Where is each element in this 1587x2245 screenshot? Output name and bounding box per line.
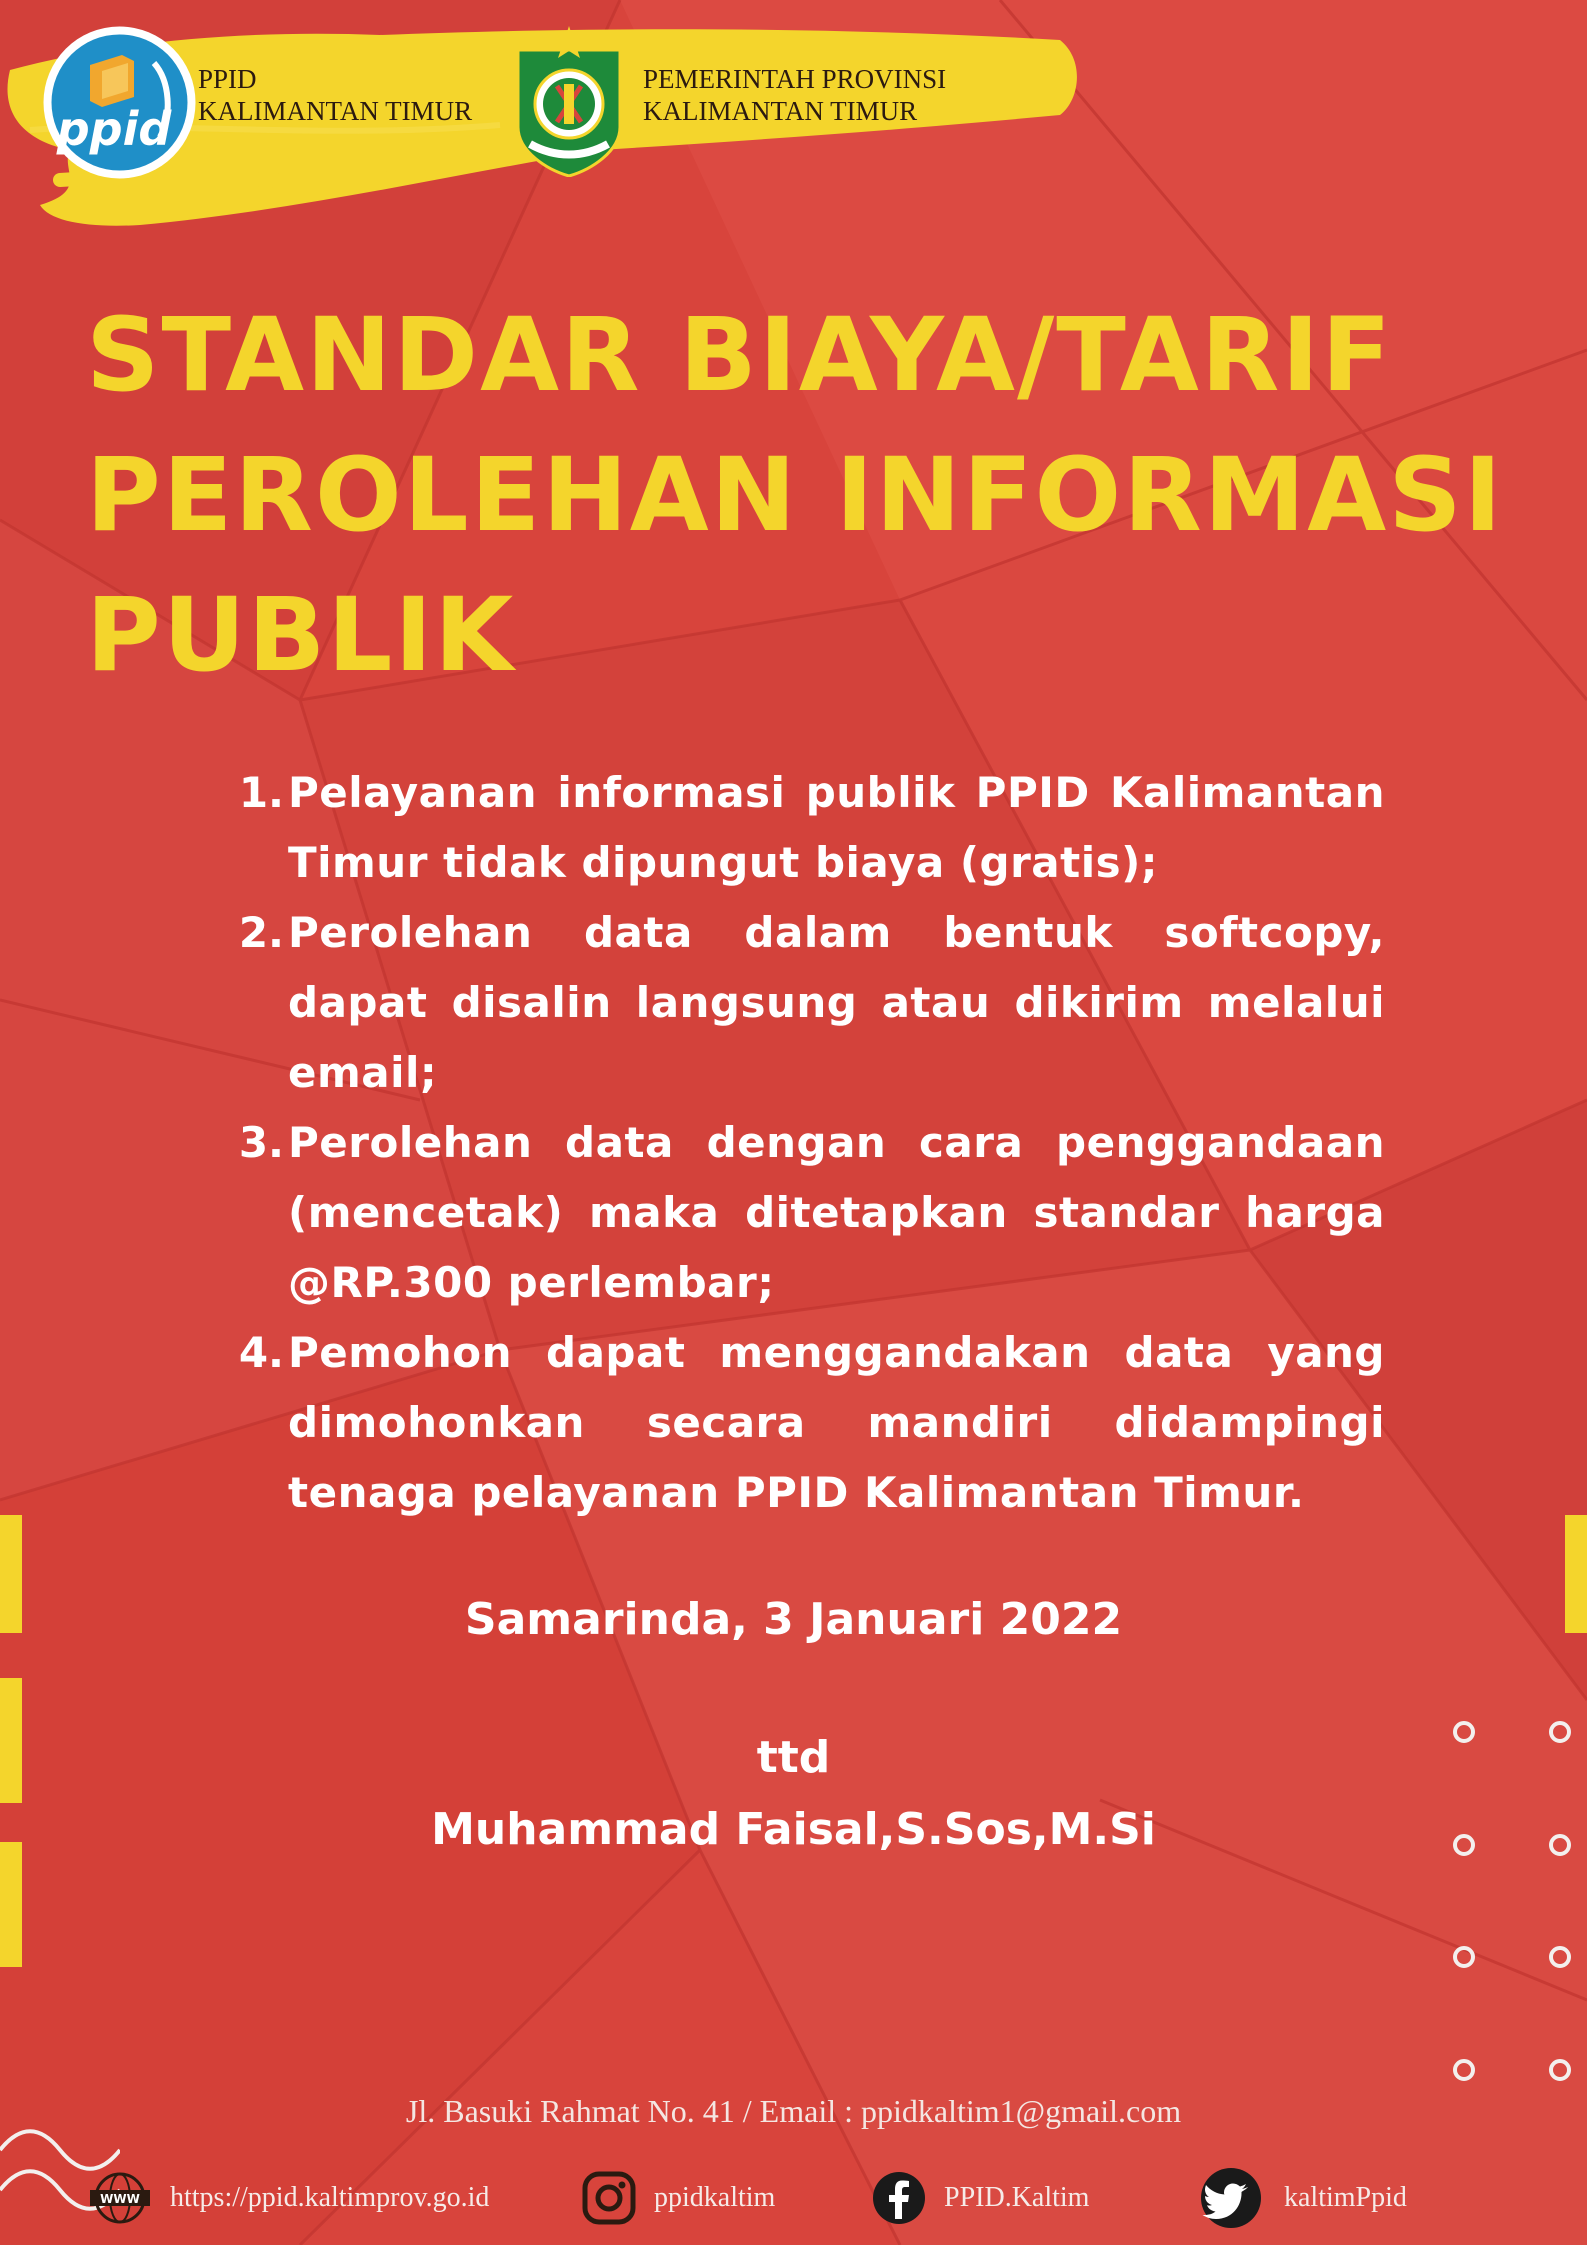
gov-line-1: PEMERINTAH PROVINSI — [643, 64, 947, 94]
ppid-logo-text: ppid — [56, 102, 172, 156]
decor-ring — [1453, 2059, 1475, 2081]
org-line-2: KALIMANTAN TIMUR — [198, 96, 473, 126]
ttd-label: ttd — [756, 1732, 831, 1783]
instagram-link[interactable] — [582, 2170, 775, 2226]
list-item-number: 4. — [238, 1328, 284, 1377]
list-item — [230, 1108, 1385, 1318]
province-emblem-icon — [510, 22, 628, 177]
decor-bar — [0, 1515, 22, 1633]
org-line-1: PPID — [198, 64, 257, 94]
instagram-handle: ppidkaltim — [654, 2182, 776, 2213]
instagram-icon — [582, 2171, 636, 2225]
signatory-name: Muhammad Faisal,S.Sos,M.Si — [431, 1804, 1156, 1855]
title-line-3: PUBLIK — [86, 576, 516, 695]
facebook-link[interactable] — [872, 2170, 1089, 2226]
ppid-logo-icon — [42, 25, 197, 180]
decor-bar — [1565, 1515, 1587, 1633]
decor-ring — [1549, 1834, 1571, 1856]
decor-bar — [0, 1678, 22, 1803]
tariff-list — [230, 758, 1385, 1528]
list-item-text: Pemohon dapat menggandakan data yang dimohonkan secara mandiri didampingi tenaga pelayanan PPID Kalimantan Timur. — [288, 1328, 1385, 1517]
facebook-icon — [872, 2171, 926, 2225]
footer-address: Jl. Basuki Rahmat No. 41 / Email : ppidkaltim1@gmail.com — [405, 2093, 1182, 2129]
list-item-text: Perolehan data dengan cara penggandaan (mencetak) maka ditetapkan standar harga @RP.300 perlembar; — [288, 1118, 1385, 1307]
title-line-2: PEROLEHAN INFORMASI — [86, 436, 1504, 555]
list-item-number: 2. — [238, 908, 284, 957]
decor-ring — [1549, 2059, 1571, 2081]
www-globe-icon — [88, 2170, 152, 2226]
decor-bar — [0, 1842, 22, 1967]
twitter-handle: kaltimPpid — [1284, 2182, 1407, 2213]
list-item-text: Pelayanan informasi publik PPID Kalimantan Timur tidak dipungut biaya (gratis); — [288, 768, 1385, 887]
title-line-1: STANDAR BIAYA/TARIF — [86, 296, 1394, 415]
www-icon-label: WWW — [100, 2192, 140, 2206]
gov-line-2: KALIMANTAN TIMUR — [643, 96, 918, 126]
website-link[interactable] — [88, 2170, 489, 2226]
place-date: Samarinda, 3 Januari 2022 — [464, 1594, 1123, 1645]
decor-ring — [1549, 1721, 1571, 1743]
decor-ring — [1453, 1834, 1475, 1856]
list-item — [230, 758, 1385, 898]
list-item-number: 3. — [238, 1118, 284, 1167]
website-url: https://ppid.kaltimprov.go.id — [170, 2182, 490, 2213]
decor-ring — [1453, 1721, 1475, 1743]
twitter-link[interactable] — [1196, 2170, 1407, 2226]
list-item-number: 1. — [238, 768, 284, 817]
decor-ring — [1549, 1946, 1571, 1968]
list-item — [230, 898, 1385, 1108]
list-item-text: Perolehan data dalam bentuk softcopy, dapat disalin langsung atau dikirim melalui email; — [288, 908, 1385, 1097]
facebook-handle: PPID.Kaltim — [944, 2182, 1090, 2213]
twitter-icon — [1196, 2168, 1266, 2228]
decor-ring — [1453, 1946, 1475, 1968]
list-item — [230, 1318, 1385, 1528]
